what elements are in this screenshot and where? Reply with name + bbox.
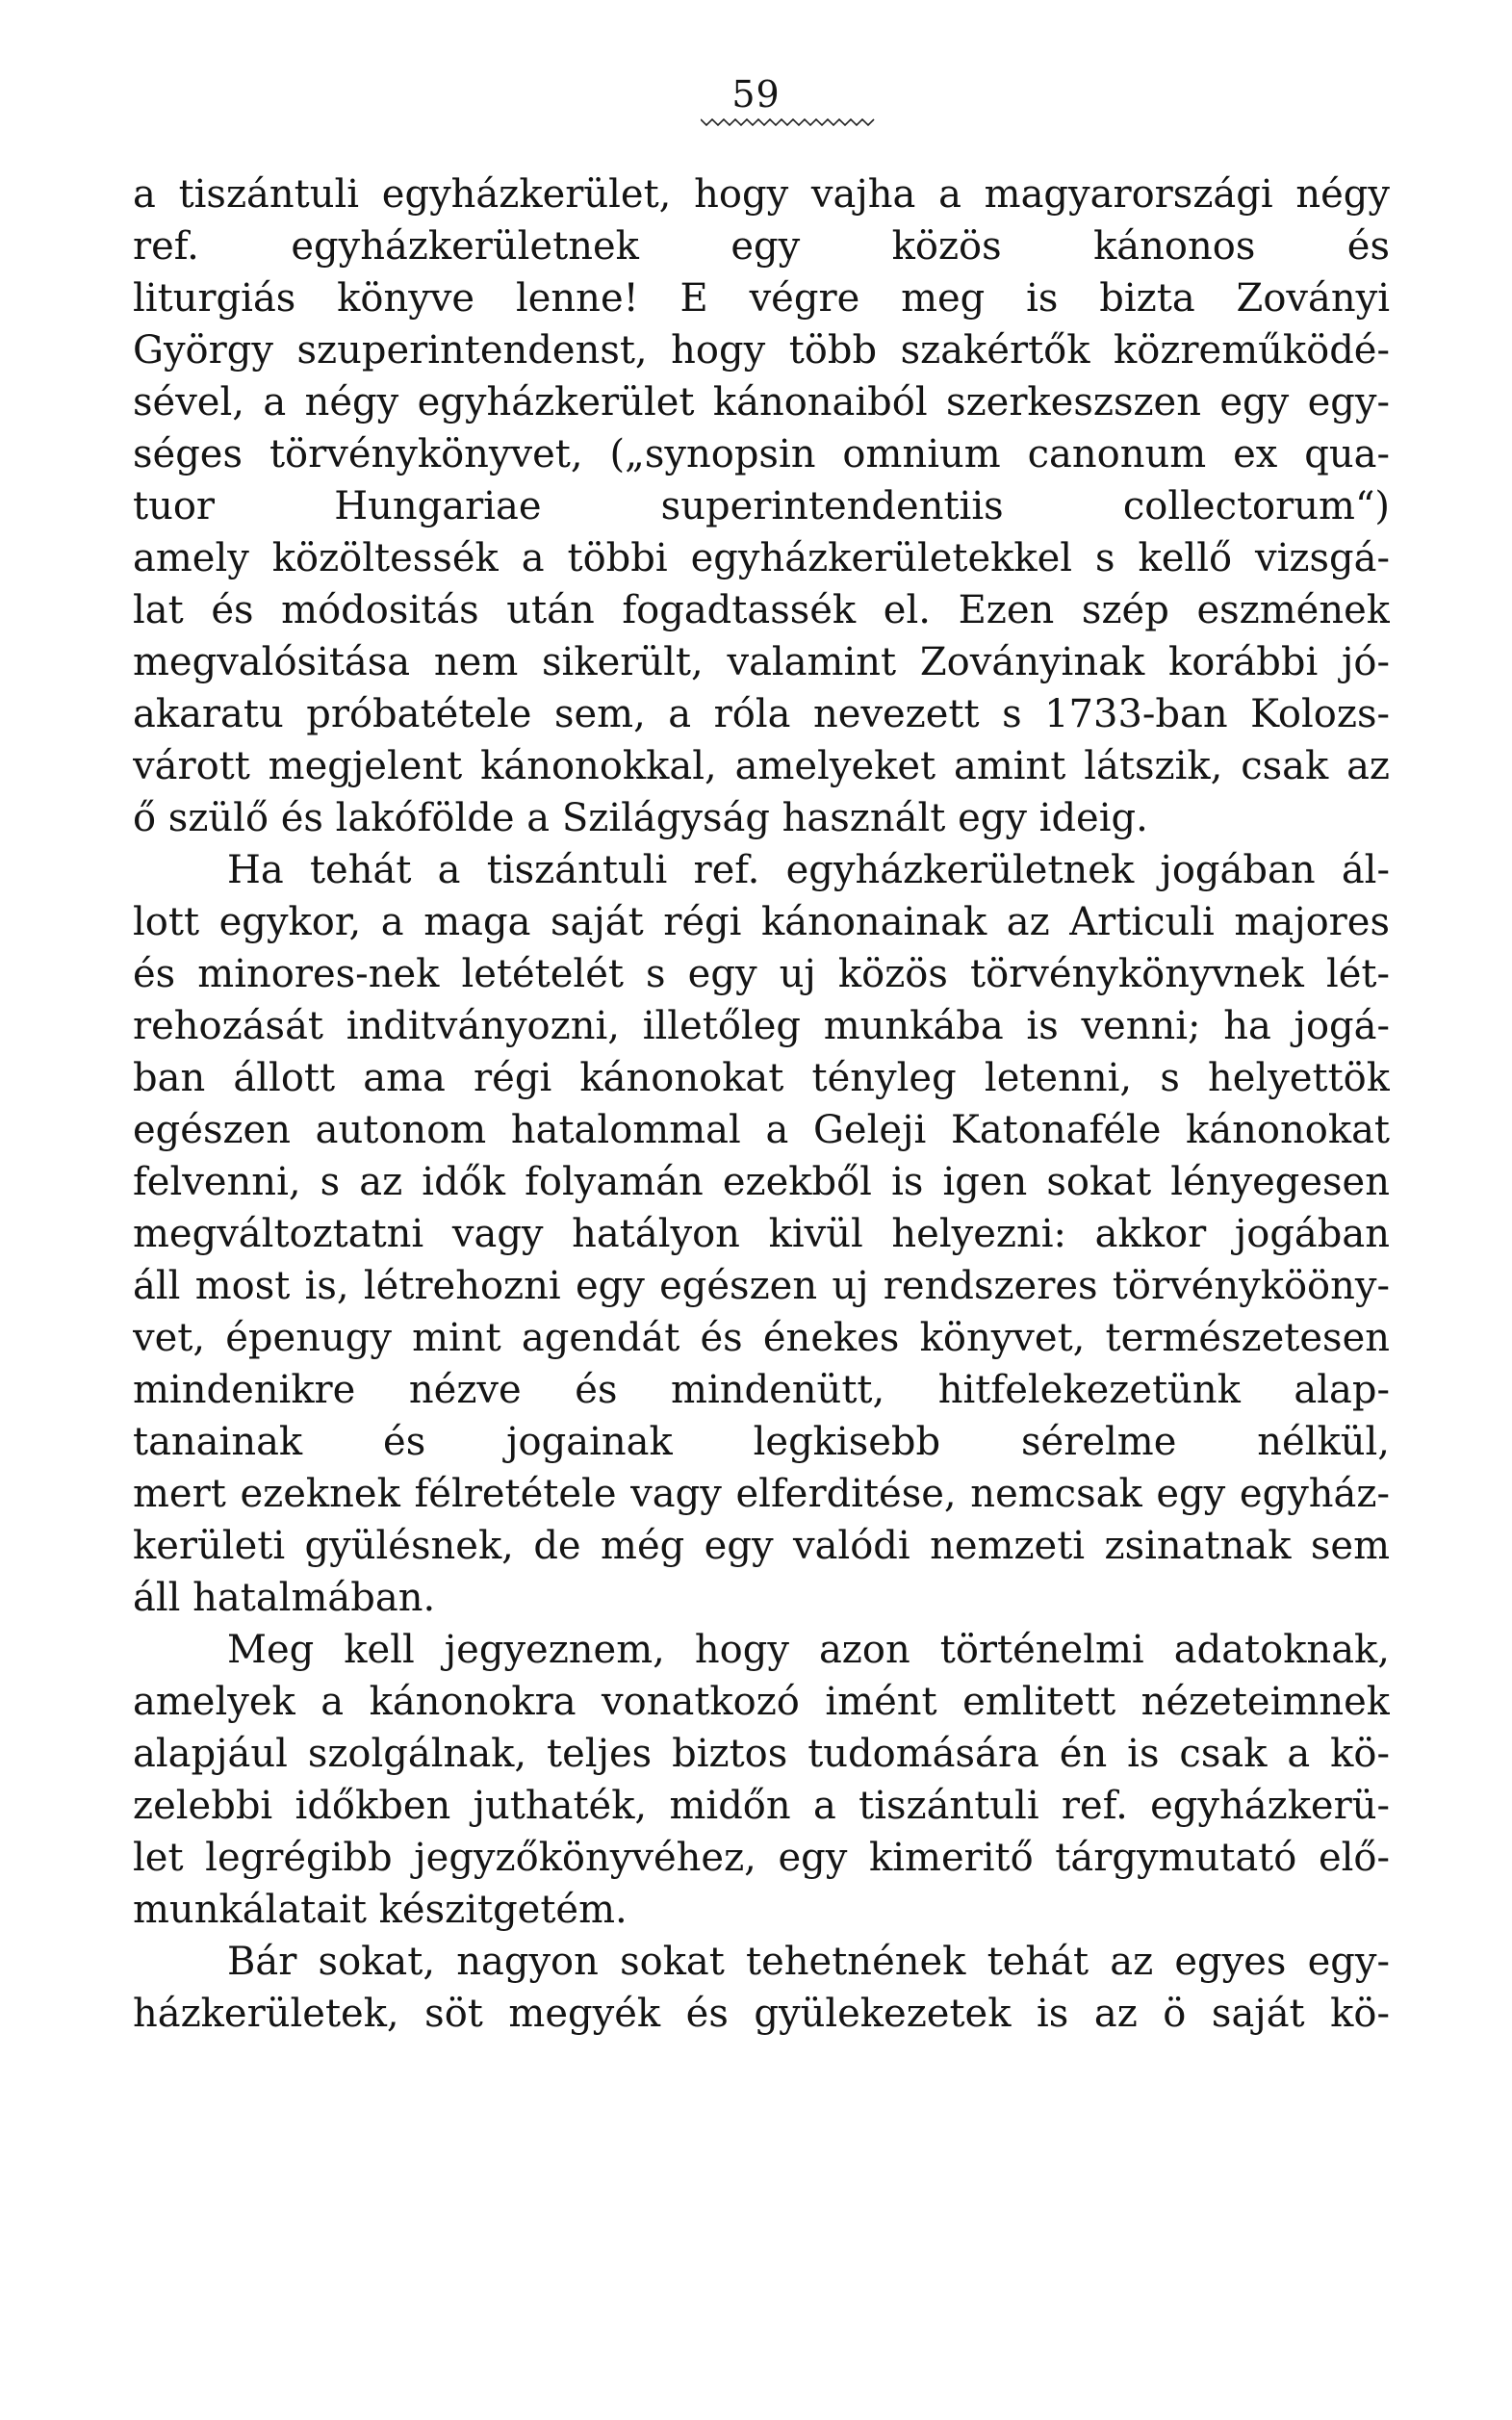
ornament-wave-line <box>701 119 874 125</box>
text-line: áll most is, létrehozni egy egészen uj rendszeres törvénykööny- <box>133 1264 1390 1308</box>
text-line: munkálatait készitgetém. <box>133 1888 628 1932</box>
paragraph <box>133 168 1390 844</box>
text-line: liturgiás könyve lenne! E végre meg is bizta Zoványi <box>133 276 1390 321</box>
text-line: mert ezeknek félretétele vagy elferditése, nemcsak egy egyház- <box>133 1472 1390 1516</box>
text-line: házkerületek, söt megyék és gyülekezetek is az ö saját kö- <box>133 1992 1390 2036</box>
text-line: amelyek a kánonokra vonatkozó imént emlitett nézeteimnek <box>133 1680 1390 1724</box>
paragraph <box>133 1624 1390 1936</box>
text-line: séges törvénykönyvet, („synopsin omnium canonum ex qua- <box>133 432 1390 476</box>
text-line: alapjául szolgálnak, teljes biztos tudomására én is csak a kö- <box>133 1732 1390 1776</box>
text-line: rehozását inditványozni, illetőleg munkába is venni; ha jogá- <box>133 1004 1390 1048</box>
text-line: a tiszántuli egyházkerület, hogy vajha a magyarországi négy <box>133 172 1390 217</box>
text-line: áll hatalmában. <box>133 1576 436 1620</box>
text-line: Meg kell jegyeznem, hogy azon történelmi adatoknak, <box>227 1628 1390 1672</box>
text-line: vet, épenugy mint agendát és énekes könyvet, természetesen <box>133 1316 1390 1360</box>
paragraph <box>133 844 1390 1624</box>
text-line: ban állott ama régi kánonokat tényleg letenni, s helyettök <box>133 1056 1390 1100</box>
text-line: mindenikre nézve és mindenütt, hitfelekezetünk alap- <box>133 1368 1390 1412</box>
text-line: György szuperintendenst, hogy több szakértők közreműködé- <box>133 328 1390 373</box>
page-number-ornament <box>701 116 878 129</box>
text-line: tuor Hungariae superintendentiis collectorum“) <box>133 484 1390 528</box>
text-line: zelebbi időkben juthaték, midőn a tiszántuli ref. egyházkerü- <box>133 1784 1390 1828</box>
text-line: várott megjelent kánonokkal, amelyeket amint látszik, csak az <box>133 744 1390 788</box>
page-number: 59 <box>731 73 781 116</box>
text-line: amely közöltessék a többi egyházkerületekkel s kellő vizsgá- <box>133 536 1390 580</box>
text-line: ő szülő és lakófölde a Szilágyság használt egy ideig. <box>133 796 1148 840</box>
text-line: felvenni, s az idők folyamán ezekből is igen sokat lényegesen <box>133 1160 1390 1204</box>
text-line: tanainak és jogainak legkisebb sérelme nélkül, <box>133 1420 1390 1464</box>
text-line: ref. egyházkerületnek egy közös kánonos és <box>133 224 1390 269</box>
body-text <box>133 168 1390 2040</box>
text-line: megvalósitása nem sikerült, valamint Zoványinak korábbi jó- <box>133 640 1390 684</box>
text-line: Ha tehát a tiszántuli ref. egyházkerületnek jogában ál- <box>227 848 1390 892</box>
text-line: sével, a négy egyházkerület kánonaiból szerkeszszen egy egy- <box>133 380 1390 425</box>
paragraph <box>133 1936 1390 2040</box>
text-line: megváltoztatni vagy hatályon kivül helyezni: akkor jogában <box>133 1212 1390 1256</box>
text-line: akaratu próbatétele sem, a róla nevezett s 1733-ban Kolozs- <box>133 692 1390 736</box>
text-line: lott egykor, a maga saját régi kánonainak az Articuli majores <box>133 900 1390 944</box>
text-line: kerületi gyülésnek, de még egy valódi nemzeti zsinatnak sem <box>133 1524 1390 1568</box>
text-line: lat és módositás után fogadtassék el. Ezen szép eszmének <box>133 588 1390 632</box>
text-line: Bár sokat, nagyon sokat tehetnének tehát az egyes egy- <box>227 1940 1390 1984</box>
text-line: egészen autonom hatalommal a Geleji Katonaféle kánonokat <box>133 1108 1390 1152</box>
text-line: és minores-nek letételét s egy uj közös törvénykönyvnek lét- <box>133 952 1390 996</box>
text-line: let legrégibb jegyzőkönyvéhez, egy kimeritő tárgymutató elő- <box>133 1836 1390 1880</box>
